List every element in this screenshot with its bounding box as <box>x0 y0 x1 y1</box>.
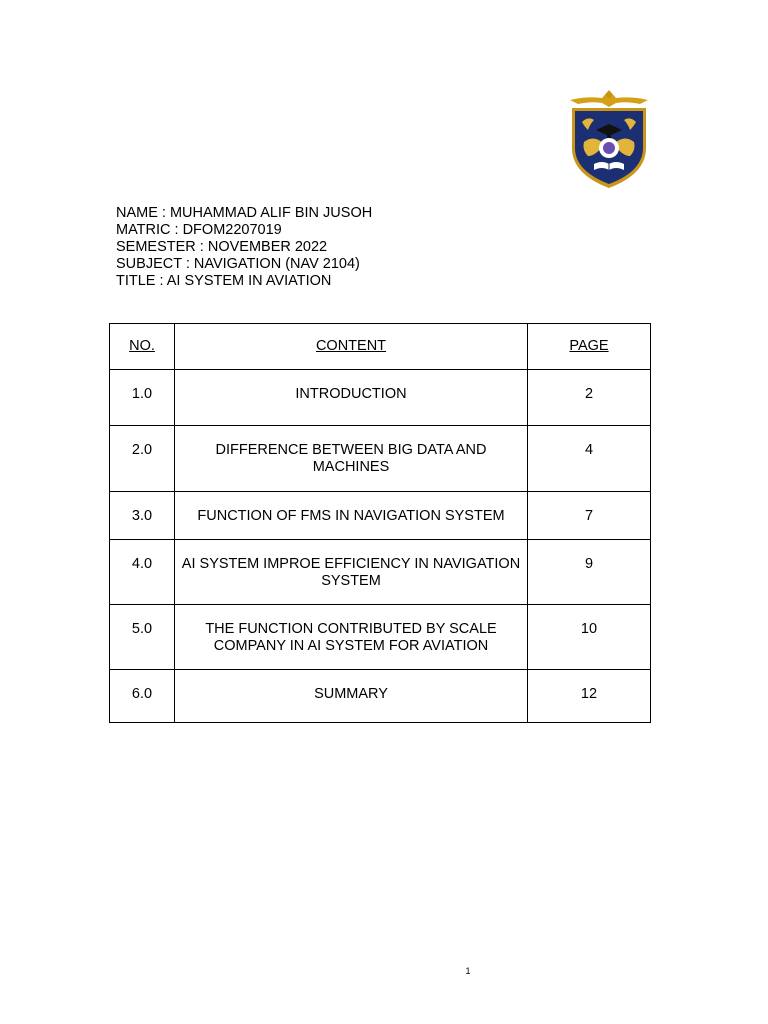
page-number: 1 <box>465 966 471 976</box>
row-content: FUNCTION OF FMS IN NAVIGATION SYSTEM <box>175 492 528 540</box>
row-no: 3.0 <box>110 492 175 540</box>
student-name: NAME : MUHAMMAD ALIF BIN JUSOH <box>116 205 373 221</box>
row-content: THE FUNCTION CONTRIBUTED BY SCALE COMPANY IN AI SYSTEM FOR AVIATION <box>175 605 528 670</box>
table-row <box>110 492 651 540</box>
row-page: 10 <box>528 605 651 670</box>
student-info <box>116 205 372 290</box>
crest-emblem-icon <box>566 86 652 190</box>
row-page: 4 <box>528 426 651 492</box>
row-no: 2.0 <box>110 426 175 492</box>
table-row <box>110 426 651 492</box>
row-page: 9 <box>528 540 651 605</box>
row-content: SUMMARY <box>175 670 528 723</box>
row-content: INTRODUCTION <box>175 370 528 426</box>
row-no: 1.0 <box>110 370 175 426</box>
header-content: CONTENT <box>175 324 528 370</box>
row-content: AI SYSTEM IMPROE EFFICIENCY IN NAVIGATION SYSTEM <box>175 540 528 605</box>
row-page: 12 <box>528 670 651 723</box>
table-row <box>110 670 651 723</box>
semester: SEMESTER : NOVEMBER 2022 <box>116 239 328 255</box>
row-no: 5.0 <box>110 605 175 670</box>
row-no: 6.0 <box>110 670 175 723</box>
row-no: 4.0 <box>110 540 175 605</box>
row-page: 2 <box>528 370 651 426</box>
row-content: DIFFERENCE BETWEEN BIG DATA AND MACHINES <box>175 426 528 492</box>
header-no: NO. <box>110 324 175 370</box>
assignment-title: TITLE : AI SYSTEM IN AVIATION <box>116 273 332 289</box>
table-header-row <box>110 324 651 370</box>
subject: SUBJECT : NAVIGATION (NAV 2104) <box>116 256 360 272</box>
table-of-contents <box>109 323 651 723</box>
table-row <box>110 540 651 605</box>
header-page: PAGE <box>528 324 651 370</box>
table-row <box>110 605 651 670</box>
matric-number: MATRIC : DFOM2207019 <box>116 222 282 238</box>
row-page: 7 <box>528 492 651 540</box>
table-row <box>110 370 651 426</box>
